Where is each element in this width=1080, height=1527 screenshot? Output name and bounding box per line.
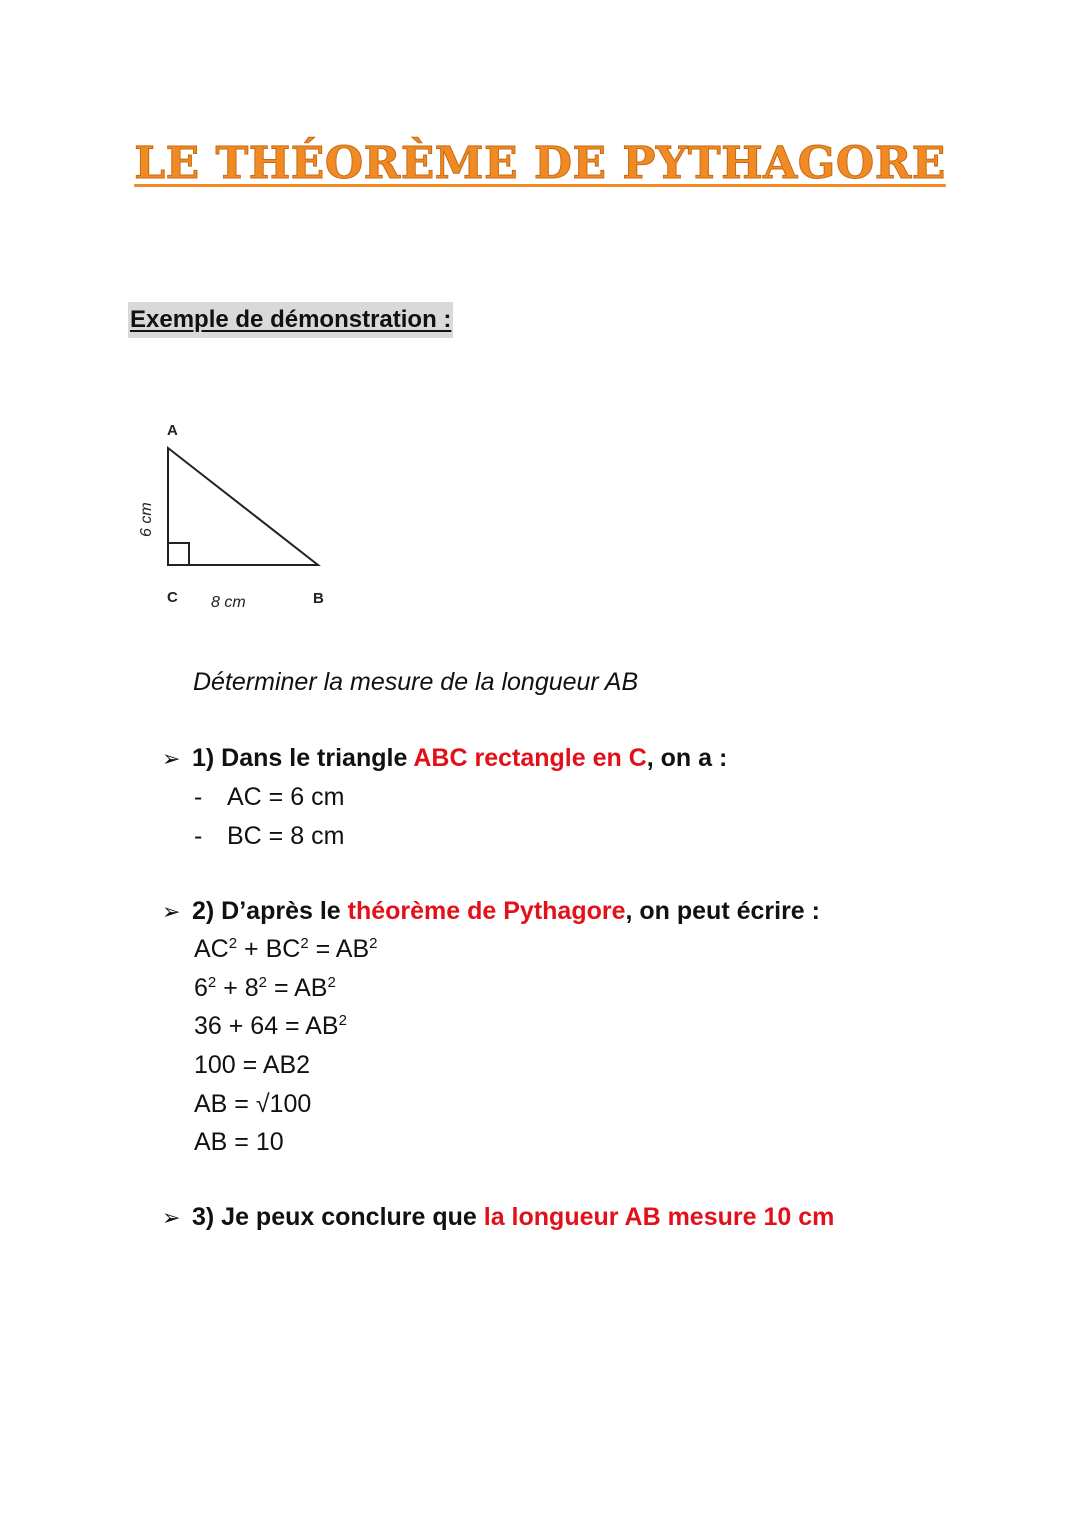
exponent: 2 bbox=[228, 935, 238, 952]
exponent: 2 bbox=[327, 974, 336, 991]
step-3-highlight: la longueur AB mesure 10 cm bbox=[483, 1203, 835, 1231]
dash-bullet: - bbox=[194, 783, 203, 811]
eq-term: = AB bbox=[267, 974, 328, 1002]
eq-term: 6 bbox=[194, 974, 208, 1002]
equation-2 bbox=[194, 974, 336, 1003]
eq-term: + BC bbox=[237, 935, 301, 963]
side-ac-label: 6 cm bbox=[138, 502, 155, 537]
list-item bbox=[194, 822, 344, 851]
right-triangle-figure bbox=[120, 410, 350, 620]
exponent: 2 bbox=[207, 974, 217, 991]
list-item bbox=[194, 783, 344, 812]
equation-5: AB = √100 bbox=[194, 1090, 312, 1118]
side-bc-label: 8 cm bbox=[211, 594, 246, 611]
equation-6: AB = 10 bbox=[194, 1128, 284, 1156]
eq-term: 36 + 64 = AB bbox=[194, 1012, 339, 1040]
eq-term: + 8 bbox=[216, 974, 259, 1002]
triangle-abc bbox=[168, 448, 318, 565]
exponent: 2 bbox=[369, 935, 378, 952]
page-title: LE THÉORÈME DE PYTHAGORE bbox=[134, 138, 946, 189]
given-bc: BC = 8 cm bbox=[227, 822, 345, 850]
dash-bullet: - bbox=[194, 822, 203, 850]
exponent: 2 bbox=[300, 935, 309, 952]
question-text: Déterminer la mesure de la longueur AB bbox=[193, 668, 639, 696]
equation-3 bbox=[194, 1012, 347, 1041]
step-1 bbox=[162, 744, 727, 773]
given-ac: AC = 6 cm bbox=[227, 783, 345, 811]
step-2 bbox=[162, 897, 820, 926]
equation-4: 100 = AB2 bbox=[194, 1051, 311, 1079]
step-2-highlight: théorème de Pythagore bbox=[347, 897, 626, 925]
step-2-end: , on peut écrire : bbox=[625, 897, 820, 925]
exponent: 2 bbox=[338, 1012, 347, 1029]
eq-term: AC bbox=[194, 935, 229, 963]
step-2-intro: 2) D’après le bbox=[192, 897, 348, 925]
step-3-intro: 3) Je peux conclure que bbox=[192, 1203, 484, 1231]
eq-term: = AB bbox=[308, 935, 370, 963]
vertex-c-label: C bbox=[167, 589, 178, 606]
arrow-bullet-icon: ➢ bbox=[162, 899, 181, 924]
step-1-end: , on a : bbox=[646, 744, 728, 772]
exponent: 2 bbox=[258, 974, 267, 991]
step-1-intro: 1) Dans le triangle bbox=[192, 744, 414, 772]
right-angle-marker bbox=[168, 543, 189, 565]
arrow-bullet-icon: ➢ bbox=[162, 1205, 181, 1230]
step-3 bbox=[162, 1203, 834, 1232]
vertex-a-label: A bbox=[167, 422, 178, 439]
vertex-b-label: B bbox=[313, 590, 324, 607]
arrow-bullet-icon: ➢ bbox=[162, 746, 181, 771]
equation-1 bbox=[194, 935, 377, 964]
step-1-highlight: ABC rectangle en C bbox=[413, 744, 647, 772]
section-heading: Exemple de démonstration : bbox=[128, 302, 453, 338]
